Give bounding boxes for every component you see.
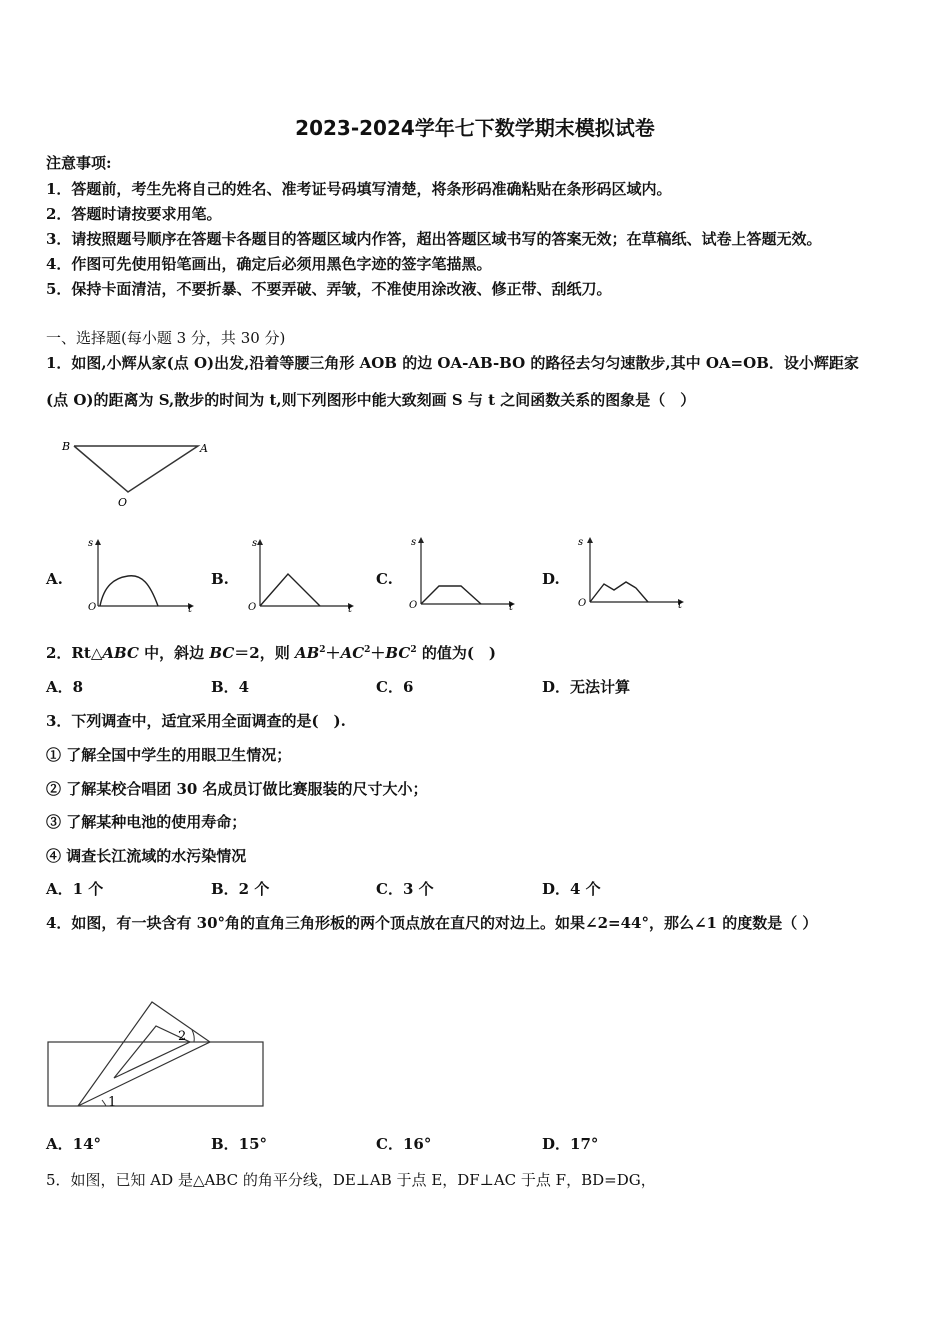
q4-ruler-triangle-figure [44, 996, 270, 1112]
q3-option-d: D．4 个 [542, 880, 601, 898]
q3-option-a: A．1 个 [46, 880, 104, 898]
q4-option-a: A．14° [46, 1135, 102, 1153]
origin-label: O [88, 602, 97, 613]
note-item: 2．答题时请按要求用笔。 [46, 205, 222, 223]
q2-option-b: B．4 [211, 678, 250, 696]
q1-option-b: B. [211, 570, 229, 588]
q1-option-a: A. [46, 570, 63, 588]
q2-stem: 2．Rt△ABC 中，斜边 BC＝2，则 $AB^2+AC^2+BC^2$ 的值为( ) [46, 644, 497, 662]
q3-item: ④ 调查长江流域的水污染情况 [46, 847, 247, 865]
q1-graph-a [84, 536, 199, 614]
q1-graph-b [244, 536, 359, 614]
note-item: 3．请按照题号顺序在答题卡各题目的答题区域内作答，超出答题区域书写的答案无效；在草稿纸、试卷上答题无效。 [46, 230, 822, 248]
vertex-a-label: A [200, 442, 208, 455]
q1-graph-d [574, 536, 689, 614]
page-title: 2023-2024学年七下数学期末模拟试卷 [295, 116, 655, 140]
q4-option-c: C．16° [376, 1135, 432, 1153]
q1-option-c: C. [376, 570, 393, 588]
q3-option-c: C．3 个 [376, 880, 434, 898]
origin-label: O [578, 598, 587, 609]
q2-option-d: D．无法计算 [542, 678, 631, 696]
q1-option-d: D. [542, 570, 560, 588]
q2-option-a: A．8 [46, 678, 84, 696]
q3-stem: 3．下列调查中，适宜采用全面调查的是( ). [46, 712, 346, 730]
origin-label: O [248, 602, 257, 613]
vertex-b-label: B [62, 440, 71, 453]
q3-item: ② 了解某校合唱团 30 名成员订做比赛服装的尺寸大小； [46, 780, 428, 798]
section-heading: 一、选择题(每小题 3 分，共 30 分) [46, 329, 286, 347]
note-item: 5．保持卡面清洁，不要折暴、不要弄破、弄皱，不准使用涂改液、修正带、刮纸刀。 [46, 280, 612, 298]
note-item: 1．答题前，考生先将自己的姓名、准考证号码填写清楚，将条形码准确粘贴在条形码区域内。 [46, 180, 672, 198]
q4-stem: 4．如图，有一块含有 30°角的直角三角形板的两个顶点放在直尺的对边上。如果∠2=44°，那么∠1 的度数是（ ） [46, 914, 818, 932]
q4-option-b: B．15° [211, 1135, 268, 1153]
note-item: 4．作图可先使用铅笔画出，确定后必须用黑色字迹的签字笔描黑。 [46, 255, 492, 273]
q2-option-c: C．6 [376, 678, 414, 696]
q4-option-d: D．17° [542, 1135, 599, 1153]
t-axis-label: t [509, 602, 514, 613]
q3-option-b: B．2 个 [211, 880, 270, 898]
angle-1-label: 1 [108, 1095, 117, 1110]
q3-item: ① 了解全国中学生的用眼卫生情况； [46, 746, 292, 764]
t-axis-label: t [348, 604, 353, 614]
notes-heading: 注意事项: [46, 154, 112, 172]
q1-graph-c [405, 536, 520, 614]
t-axis-label: t [678, 600, 683, 611]
q1-stem-line2: (点 O)的距离为 S,散步的时间为 t,则下列图形中能大致刻画 S 与 t 之间函数关系的图象是（ ） [46, 391, 696, 409]
q5-stem: 5．如图，已知 AD 是△ABC 的角平分线，DE⊥AB 于点 E，DF⊥AC 于点 F，BD=DG， [46, 1171, 656, 1189]
t-axis-label: t [188, 604, 193, 614]
q3-item: ③ 了解某种电池的使用寿命； [46, 813, 247, 831]
s-axis-label: s [252, 538, 258, 549]
s-axis-label: s [578, 537, 584, 548]
origin-label: O [409, 600, 418, 611]
s-axis-label: s [88, 538, 94, 549]
q1-stem-line1: 1．如图,小辉从家(点 O)出发,沿着等腰三角形 AOB 的边 OA-AB-BO 的路径去匀匀速散步,其中 OA=OB．设小辉距家 [46, 354, 859, 372]
angle-2-label: 2 [178, 1029, 187, 1044]
q1-triangle-figure [58, 436, 218, 514]
s-axis-label: s [411, 537, 417, 548]
vertex-o-label: O [118, 496, 128, 509]
